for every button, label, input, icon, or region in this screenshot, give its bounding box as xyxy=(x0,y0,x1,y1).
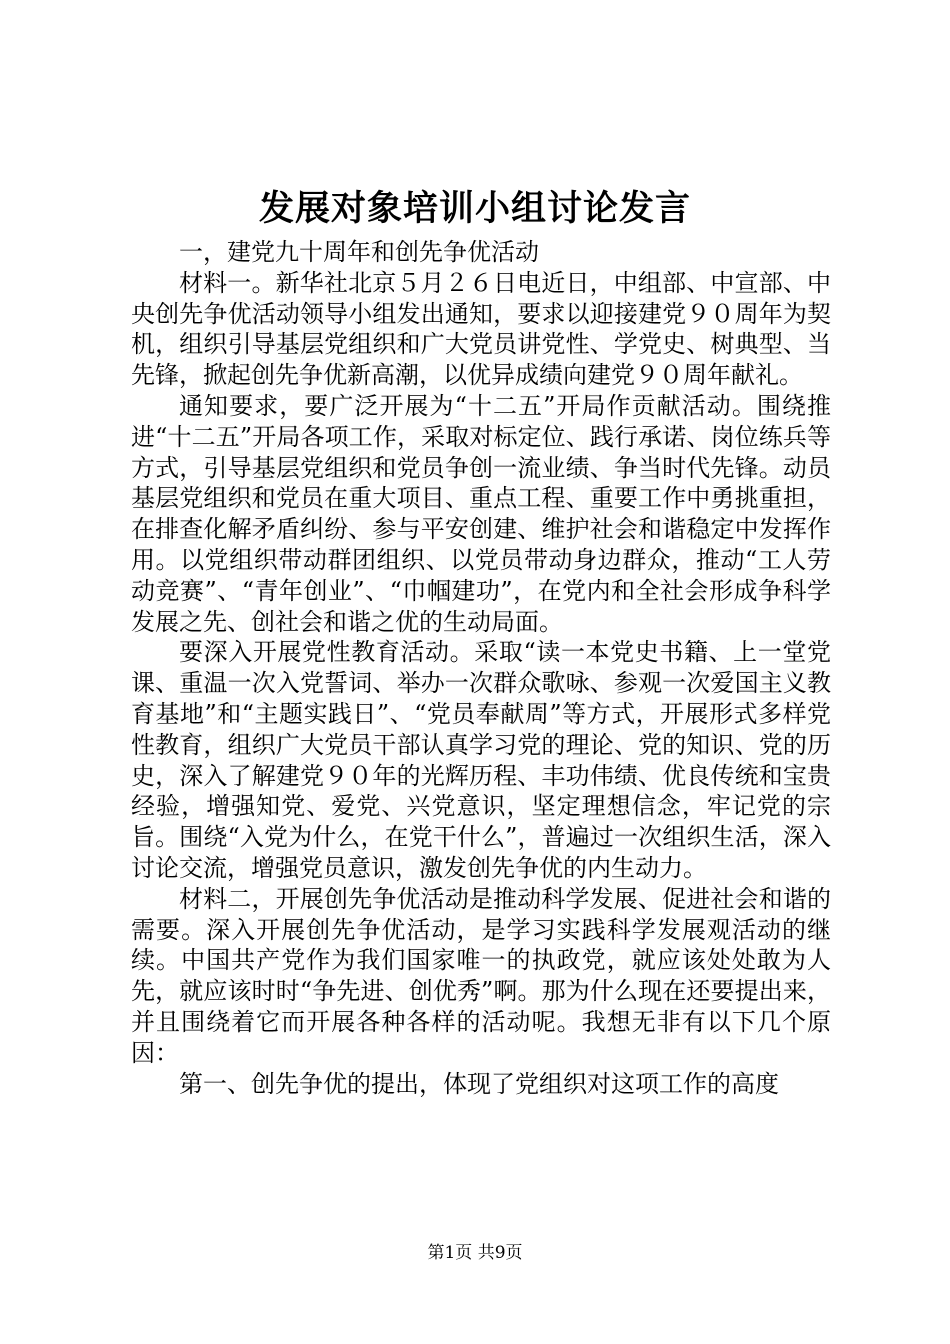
section-heading: 一，建党九十周年和创先争优活动 xyxy=(179,238,539,266)
paragraph: 要深入开展党性教育活动。采取“读一本党史书籍、上一堂党课、重温一次入党誓词、举办一次群众歌咏、参观一次爱国主义教育基地”和“主题实践日”、“党员奉献周”等方式，开展形式多样党性教育，组织广大党员干部认真学习党的理论、党的知识、党的历史，深入了解建党９０年的光辉历程、丰功伟绩、优良传统和宝贵经验，增强知党、爱党、兴党意识，坚定理想信念，牢记党的宗旨。围绕“入党为什么，在党干什么”，普遍过一次组织生活，深入讨论交流，增强党员意识，激发创先争优的内生动力。 xyxy=(131,638,831,882)
document-title: 发展对象培训小组讨论发言 xyxy=(258,188,691,229)
paragraph: 材料二，开展创先争优活动是推动科学发展、促进社会和谐的需要。深入开展创先争优活动，是学习实践科学发展观活动的继续。中国共产党作为我们国家唯一的执政党，就应该处处敢为人先，就应该时时“争先进、创优秀”啊。那为什么现在还要提出来，并且围绕着它而开展各种各样的活动呢。我想无非有以下几个原因： xyxy=(131,884,831,1067)
paragraph: 通知要求，要广泛开展为“十二五”开局作贡献活动。围绕推进“十二五”开局各项工作，采取对标定位、践行承诺、岗位练兵等方式，引导基层党组织和党员争创一流业绩、争当时代先锋。动员基层党组织和党员在重大项目、重点工程、重要工作中勇挑重担，在排查化解矛盾纠纷、参与平安创建、维护社会和谐稳定中发挥作用。以党组织带动群团组织、以党员带动身边群众，推动“工人劳动竞赛”、“青年创业”、“巾帼建功”，在党内和全社会形成争科学发展之先、创社会和谐之优的生动局面。 xyxy=(131,391,831,636)
paragraph: 第一、创先争优的提出，体现了党组织对这项工作的高度 xyxy=(179,1069,779,1098)
page-footer: 第1页 共9页 xyxy=(427,1243,523,1263)
document-body xyxy=(131,237,831,1099)
paragraph: 材料一。新华社北京５月２６日电近日，中组部、中宣部、中央创先争优活动领导小组发出通知，要求以迎接建党９０周年为契机，组织引导基层党组织和广大党员讲党性、学党史、树典型、当先锋，掀起创先争优新高潮，以优异成绩向建党９０周年献礼。 xyxy=(131,268,831,390)
